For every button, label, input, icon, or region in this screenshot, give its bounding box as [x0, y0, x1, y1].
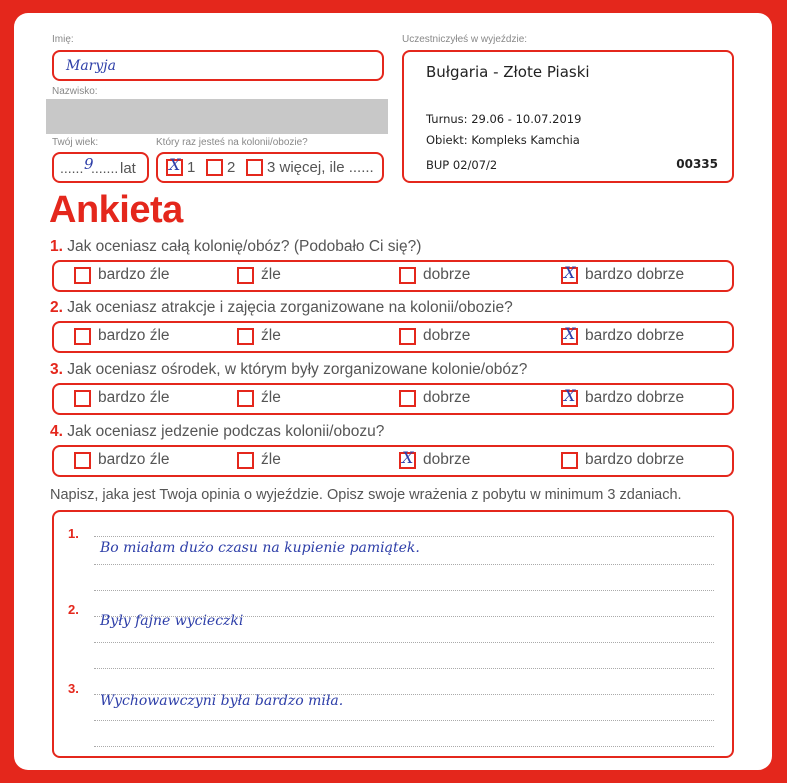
- answer-option-label: bardzo dobrze: [585, 451, 685, 468]
- answer-option-label: dobrze: [423, 266, 471, 283]
- nazwisko-redacted: [46, 99, 388, 134]
- answer-row-4: [52, 445, 734, 477]
- writing-line: [94, 746, 714, 747]
- ktory-raz-option-2: 2: [227, 159, 236, 176]
- imie-label: Imię:: [52, 34, 74, 45]
- question-text: Jak oceniasz atrakcje i zajęcia zorganizowane na kolonii/obozie?: [62, 299, 513, 316]
- question-1: [50, 238, 421, 256]
- trip-code: BUP 02/07/2: [426, 158, 498, 172]
- answer-checkbox[interactable]: [74, 267, 91, 284]
- check-mark: X: [564, 386, 576, 405]
- question-2: [50, 299, 513, 317]
- answer-row-3: [52, 383, 734, 415]
- answer-checkbox[interactable]: [74, 390, 91, 407]
- answer-checkbox[interactable]: [237, 390, 254, 407]
- survey-sheet: [14, 13, 772, 770]
- imie-field[interactable]: [52, 50, 384, 81]
- trip-turnus: Turnus: 29.06 - 10.07.2019: [426, 112, 582, 126]
- question-number: 1.: [50, 238, 63, 255]
- question-number: 4.: [50, 423, 63, 440]
- check-mark: X: [564, 263, 576, 282]
- trip-title: Bułgaria - Złote Piaski: [426, 63, 590, 81]
- answer-row-1: [52, 260, 734, 292]
- wiek-dots-right: .......: [91, 160, 119, 176]
- answer-option-label: bardzo źle: [98, 266, 170, 283]
- question-text: Jak oceniasz jedzenie podczas kolonii/obozu?: [62, 423, 385, 440]
- ktory-raz-checkbox-2[interactable]: [206, 159, 223, 176]
- wiek-field[interactable]: [52, 152, 149, 183]
- opinion-text: Wychowawczyni była bardzo miła.: [100, 693, 344, 709]
- wiek-label: Twój wiek:: [52, 137, 99, 148]
- ktory-raz-checkbox-3[interactable]: [246, 159, 263, 176]
- opinion-box[interactable]: [52, 510, 734, 758]
- uczestniczyles-label: Uczestniczyłeś w wyjeździe:: [402, 34, 528, 45]
- opinion-number: 3.: [68, 681, 79, 696]
- trip-info-box: [402, 50, 734, 183]
- answer-checkbox[interactable]: [237, 452, 254, 469]
- ktory-raz-checkbox-1[interactable]: [166, 155, 183, 176]
- opinion-number: 2.: [68, 602, 79, 617]
- imie-value: Maryja: [66, 58, 116, 74]
- opinion-text: Były fajne wycieczki: [100, 613, 244, 629]
- question-text: Jak oceniasz całą kolonię/obóz? (Podobało Ci się?): [62, 238, 422, 255]
- trip-obiekt: Obiekt: Kompleks Kamchia: [426, 133, 580, 147]
- writing-line: [94, 642, 714, 643]
- answer-option-label: bardzo źle: [98, 389, 170, 406]
- answer-option-label: źle: [261, 266, 281, 283]
- answer-option-label: źle: [261, 451, 281, 468]
- answer-option-label: źle: [261, 389, 281, 406]
- answer-checkbox[interactable]: [74, 452, 91, 469]
- answer-checkbox[interactable]: [399, 328, 416, 345]
- writing-line: [94, 564, 714, 565]
- ktory-raz-field: [156, 152, 384, 183]
- answer-checkbox[interactable]: [399, 267, 416, 284]
- question-text: Jak oceniasz ośrodek, w którym były zorganizowane kolonie/obóz?: [62, 361, 528, 378]
- nazwisko-label: Nazwisko:: [52, 86, 98, 97]
- answer-checkbox[interactable]: [237, 267, 254, 284]
- answer-option-label: bardzo dobrze: [585, 266, 685, 283]
- answer-option-label: bardzo źle: [98, 327, 170, 344]
- answer-checkbox[interactable]: [74, 328, 91, 345]
- answer-checkbox[interactable]: [561, 324, 578, 345]
- wiek-dots-left: ......: [60, 160, 84, 176]
- answer-option-label: dobrze: [423, 389, 471, 406]
- question-number: 2.: [50, 299, 63, 316]
- opinion-text: Bo miałam dużo czasu na kupienie pamiątek.: [100, 540, 420, 556]
- question-4: [50, 423, 384, 441]
- check-mark: X: [169, 155, 181, 174]
- answer-checkbox[interactable]: [237, 328, 254, 345]
- answer-checkbox[interactable]: [399, 390, 416, 407]
- answer-checkbox[interactable]: [561, 386, 578, 407]
- answer-checkbox[interactable]: [561, 263, 578, 284]
- writing-line: [94, 590, 714, 591]
- answer-checkbox[interactable]: [561, 452, 578, 469]
- ktory-raz-label: Który raz jesteś na kolonii/obozie?: [156, 137, 308, 148]
- answer-option-label: bardzo źle: [98, 451, 170, 468]
- answer-option-label: bardzo dobrze: [585, 327, 685, 344]
- question-3: [50, 361, 527, 379]
- survey-title: Ankieta: [49, 189, 183, 231]
- answer-option-label: dobrze: [423, 327, 471, 344]
- answer-checkbox[interactable]: [399, 448, 416, 469]
- opinion-number: 1.: [68, 526, 79, 541]
- check-mark: X: [402, 448, 414, 467]
- writing-line: [94, 668, 714, 669]
- question-number: 3.: [50, 361, 63, 378]
- wiek-value: 9: [84, 155, 94, 173]
- check-mark: X: [564, 324, 576, 343]
- answer-option-label: bardzo dobrze: [585, 389, 685, 406]
- answer-option-label: dobrze: [423, 451, 471, 468]
- writing-line: [94, 720, 714, 721]
- answer-option-label: źle: [261, 327, 281, 344]
- ktory-raz-option-1: 1: [187, 159, 196, 176]
- wiek-unit: lat: [120, 160, 136, 177]
- trip-number: 00335: [676, 157, 718, 171]
- ktory-raz-option-3: 3 więcej, ile ......: [267, 159, 374, 176]
- answer-row-2: [52, 321, 734, 353]
- writing-line: [94, 536, 714, 537]
- opinion-prompt: Napisz, jaka jest Twoja opinia o wyjeździe. Opisz swoje wrażenia z pobytu w minimum 3 zdaniach.: [50, 487, 682, 503]
